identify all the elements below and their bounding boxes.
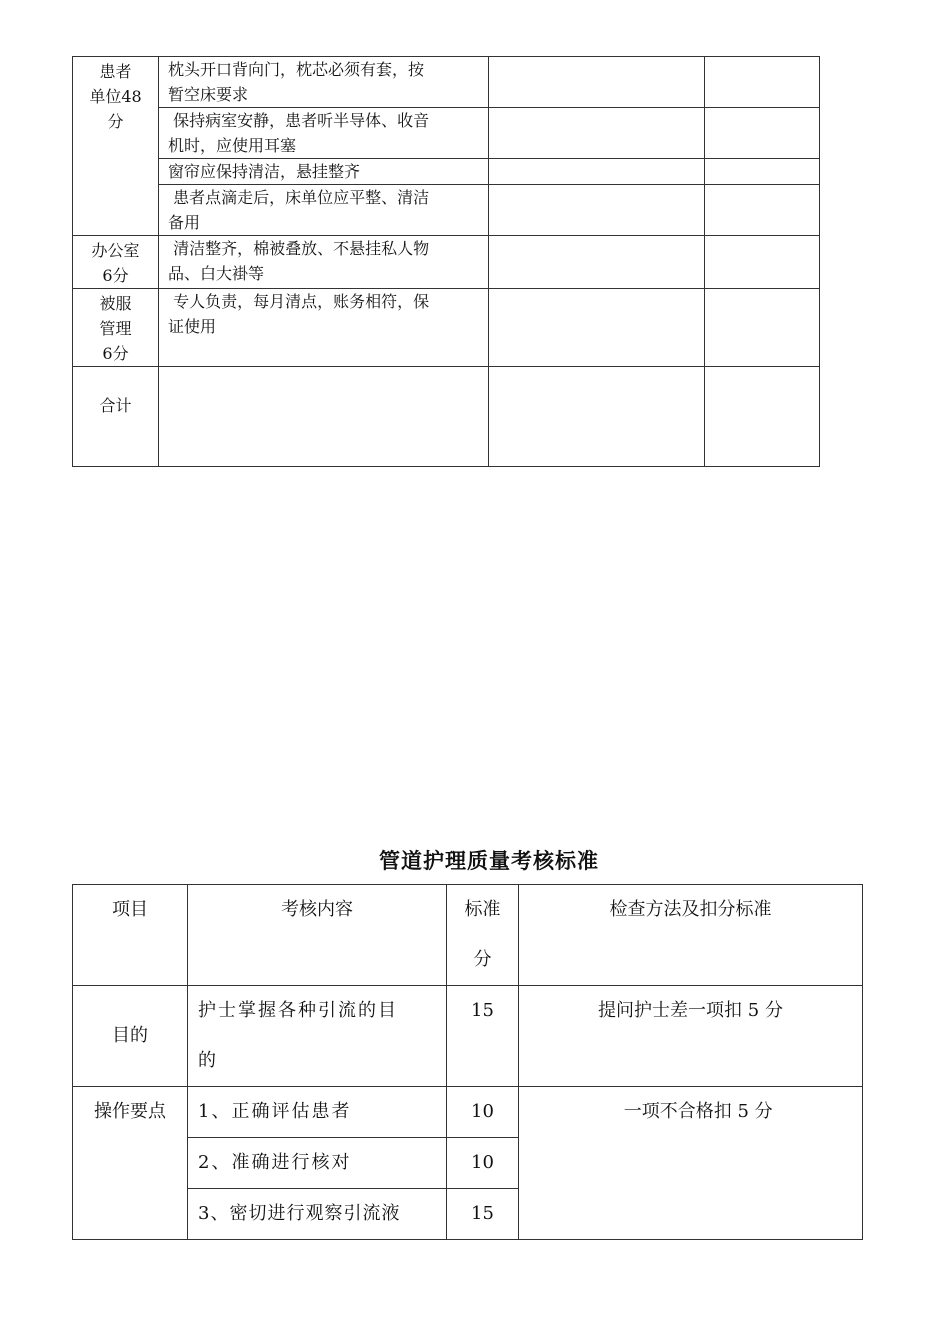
- blank-cell: [489, 108, 705, 159]
- purpose-item-label: 目的: [112, 1025, 148, 1046]
- category-cell-bedding: [73, 289, 159, 367]
- header-method: [519, 885, 863, 986]
- method-text: 一项不合格扣 5 分: [612, 1101, 773, 1122]
- purpose-item-cell: [73, 986, 188, 1087]
- category-line: 患者: [99, 62, 132, 81]
- total-label: 合计: [99, 396, 132, 415]
- item-line: 保持病室安静，患者听半导体、收音: [168, 111, 430, 130]
- purpose-score-cell: [447, 986, 519, 1087]
- item-cell: [159, 108, 489, 159]
- step-content-cell: [188, 1087, 447, 1138]
- item-cell: [159, 289, 489, 367]
- blank-cell: [489, 289, 705, 367]
- category-line: 被服: [99, 294, 132, 313]
- item-cell: [159, 57, 489, 108]
- step-score-cell: [447, 1189, 519, 1240]
- method-text: 提问护士差一项扣 5 分: [598, 1000, 783, 1021]
- item-line: 品、白大褂等: [168, 264, 265, 283]
- step-content: 2、准确进行核对: [198, 1152, 352, 1173]
- header-item: [73, 885, 188, 986]
- purpose-content-cell: [188, 986, 447, 1087]
- blank-cell: [159, 367, 489, 467]
- item-line: 窗帘应保持清洁，悬挂整齐: [168, 162, 361, 181]
- operation-method-cell: [519, 1087, 863, 1240]
- header-score-line: 标准: [464, 899, 501, 920]
- step-content-cell: [188, 1189, 447, 1240]
- step-score-cell: [447, 1138, 519, 1189]
- blank-cell: [705, 236, 820, 289]
- blank-cell: [705, 57, 820, 108]
- operation-item-cell: [73, 1087, 188, 1240]
- category-line: 单位48: [89, 87, 142, 106]
- purpose-method-cell: [519, 986, 863, 1087]
- header-method-label: 检查方法及扣分标准: [609, 899, 772, 920]
- header-content: [188, 885, 447, 986]
- score-value: 10: [471, 1152, 494, 1173]
- header-row: [73, 885, 863, 986]
- blank-cell: [705, 289, 820, 367]
- item-line: 暂空床要求: [168, 85, 249, 104]
- item-line: 专人负责，每月清点，账务相符，保: [168, 292, 430, 311]
- score-value: 10: [471, 1101, 494, 1122]
- step-content: 3、密切进行观察引流液: [198, 1203, 401, 1224]
- step-content: 1、正确评估患者: [198, 1101, 352, 1122]
- step-content-cell: [188, 1138, 447, 1189]
- blank-cell: [705, 108, 820, 159]
- item-line: 机时，应使用耳塞: [168, 136, 297, 155]
- header-item-label: 项目: [112, 899, 148, 920]
- total-label-cell: [73, 367, 159, 467]
- table-row: [73, 986, 863, 1087]
- document-title: 管道护理质量考核标准: [379, 848, 599, 873]
- ward-management-table: [72, 56, 820, 467]
- category-line: 6分: [102, 266, 129, 285]
- blank-cell: [489, 57, 705, 108]
- blank-cell: [705, 367, 820, 467]
- item-line: 患者点滴走后，床单位应平整、清洁: [168, 188, 430, 207]
- operation-item-label: 操作要点: [94, 1101, 166, 1122]
- header-score: [447, 885, 519, 986]
- category-line: 分: [107, 112, 124, 131]
- blank-cell: [489, 367, 705, 467]
- category-cell-patient-unit: [73, 57, 159, 236]
- content-line: 的: [198, 1050, 218, 1071]
- score-value: 15: [471, 1000, 494, 1021]
- blank-cell: [489, 185, 705, 236]
- step-score-cell: [447, 1087, 519, 1138]
- table-row: [73, 1087, 863, 1138]
- blank-cell: [489, 236, 705, 289]
- category-line: 办公室: [91, 241, 140, 260]
- item-line: 枕头开口背向门，枕芯必须有套，按: [168, 60, 425, 79]
- tube-care-standards-table: [72, 884, 863, 1240]
- item-line: 清洁整齐，棉被叠放、不悬挂私人物: [168, 239, 430, 258]
- category-line: 6分: [102, 344, 129, 363]
- item-line: 证使用: [168, 317, 217, 336]
- header-content-label: 考核内容: [281, 899, 353, 920]
- blank-cell: [705, 159, 820, 185]
- item-cell: [159, 185, 489, 236]
- blank-cell: [705, 185, 820, 236]
- item-cell: [159, 236, 489, 289]
- header-score-line: 分: [473, 949, 492, 970]
- blank-cell: [489, 159, 705, 185]
- content-line: 护士掌握各种引流的目: [198, 1000, 398, 1021]
- category-cell-office: [73, 236, 159, 289]
- item-line: 备用: [168, 213, 201, 232]
- score-value: 15: [471, 1203, 494, 1224]
- category-line: 管理: [99, 319, 132, 338]
- item-cell: [159, 159, 489, 185]
